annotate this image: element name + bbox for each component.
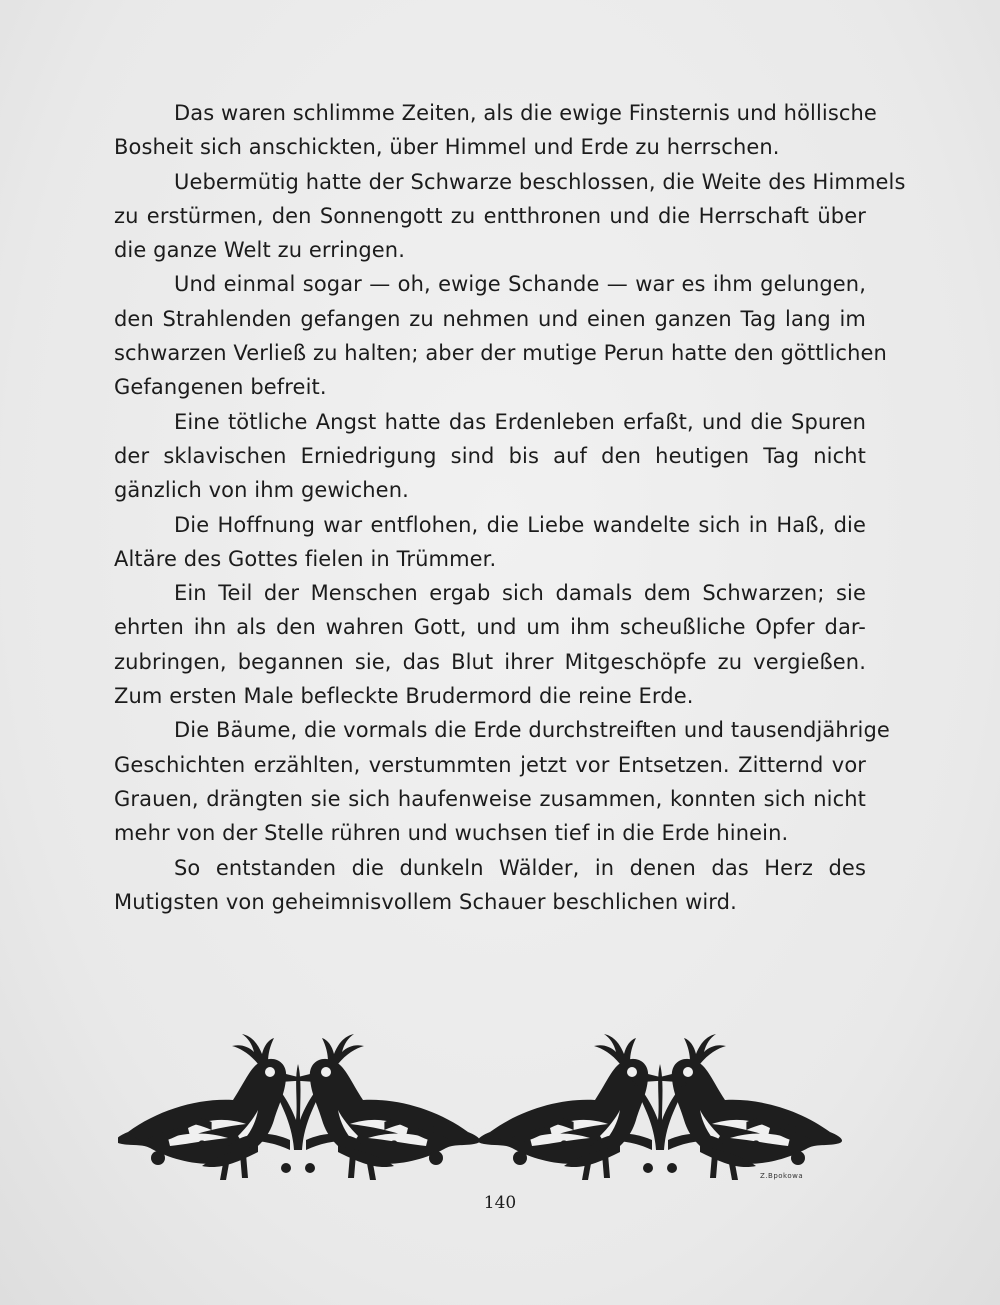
text-line: Die Bäume, die vormals die Erde durchstreiften und tausendjährige [174,718,890,743]
text-line: zu erstürmen, den Sonnengott zu entthronen und die Herrschaft über [114,203,866,228]
artist-signature: Z.Bpokowa [760,1172,804,1180]
text-line: mehr von der Stelle rühren und wuchsen tief in die Erde hinein. [114,821,789,846]
text-line: Ein Teil der Menschen ergab sich damals dem Schwarzen; sie [174,581,866,606]
text-line: Gefangenen befreit. [114,375,327,400]
text-line: Bosheit sich anschickten, über Himmel und Erde zu herrschen. [114,135,780,160]
body-text [114,96,906,919]
ornament-fill [118,1034,842,1180]
text-line: Das waren schlimme Zeiten, als die ewige Finsternis und höllische [174,101,877,125]
text-line: Zum ersten Male befleckte Brudermord die reine Erde. [114,684,694,709]
text-line: Uebermütig hatte der Schwarze beschlossen, die Weite des Himmels [174,169,906,194]
text-line: Mutigsten von geheimnisvollem Schauer beschlichen wird. [114,889,737,914]
text-line: schwarzen Verließ zu halten; aber der mutige Perun hatte den göttlichen [114,341,887,366]
text-line: So entstanden die dunkeln Wälder, in denen das Herz des [174,855,866,880]
text-line: gänzlich von ihm gewichen. [114,478,409,503]
text-line: Eine tötliche Angst hatte das Erdenleben erfaßt, und die Spuren [174,409,866,434]
page-number: 140 [483,1193,517,1213]
text-line: Und einmal sogar — oh, ewige Schande — war es ihm gelungen, [174,272,866,297]
text-line: Grauen, drängten sie sich haufenweise zusammen, konnten sich nicht [114,786,866,811]
bird-pair-ornament-icon [118,1000,860,1190]
text-line: ehrten ihn als den wahren Gott, und um ihm scheußliche Opfer dar- [114,615,866,640]
text-line: Geschichten erzählten, verstummten jetzt vor Entsetzen. Zitternd vor [114,752,866,777]
text-line: Altäre des Gottes fielen in Trümmer. [114,546,497,571]
text-line: die ganze Welt zu erringen. [114,238,405,263]
text-line: zubringen, begannen sie, das Blut ihrer Mitgeschöpfe zu vergießen. [114,649,866,674]
text-line: den Strahlenden gefangen zu nehmen und einen ganzen Tag lang im [114,306,866,331]
text-line: der sklavischen Erniedrigung sind bis auf den heutigen Tag nicht [114,443,866,468]
text-line: Die Hoffnung war entflohen, die Liebe wandelte sich in Haß, die [174,512,866,537]
